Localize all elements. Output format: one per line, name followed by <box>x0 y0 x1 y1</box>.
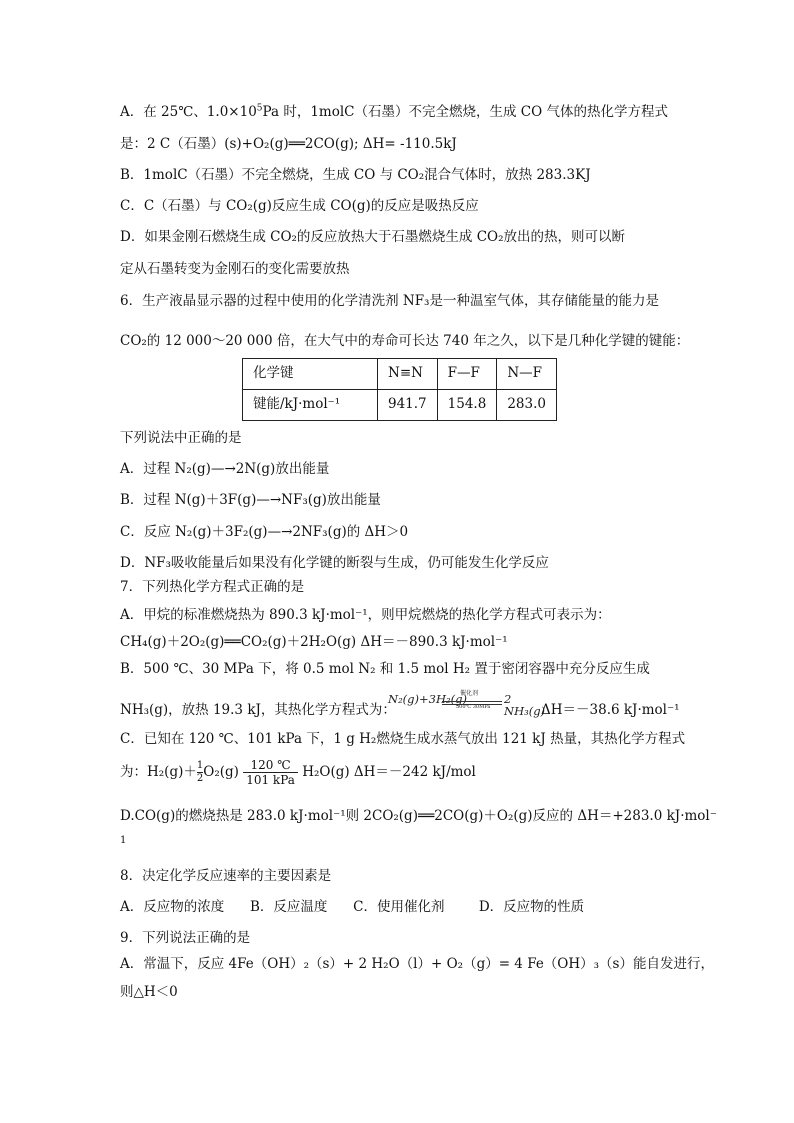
q5-option-b: B．1molC（石墨）不完全燃烧，生成 CO 与 CO₂混合气体时，放热 283.3KJ <box>120 167 591 183</box>
q9-option-a-line2: 则△H＜0 <box>120 984 178 1000</box>
q6-ask: 下列说法中正确的是 <box>120 430 242 446</box>
q7-c-mid: O₂(g) <box>203 764 239 780</box>
table-cell: 941.7 <box>378 390 438 421</box>
table-cell: 283.0 <box>497 390 557 421</box>
q7-c-pre: 为：H₂(g)＋ <box>120 764 197 780</box>
q9-option-a-line1: A．常温下，反应 4Fe（OH）₂（s）+ 2 H₂O（l）+ O₂（g）= 4 Fe（OH）₃（s）能自发进行， <box>120 956 714 972</box>
q9-stem: 9．下列说法正确的是 <box>120 930 251 946</box>
q8-options: A．反应物的浓度 B．反应温度 C．使用催化剂 D．反应物的性质 <box>120 899 585 915</box>
q7-option-a-line1: A．甲烷的标准燃烧热为 890.3 kJ·mol⁻¹，则甲烷燃烧的热化学方程式可表示为： <box>120 607 611 623</box>
q7-option-b-line2-pre: NH₃(g)，放热 19.3 kJ，其热化学方程式为： <box>120 702 396 718</box>
table-cell: N≡N <box>378 359 438 390</box>
q7-option-c-line1: C．已知在 120 ℃、101 kPa 下，1 g H₂燃烧生成水蒸气放出 121 kJ 热量，其热化学方程式 <box>120 731 686 747</box>
q5-option-a-line1 <box>120 103 668 120</box>
eq-condition: 500℃ 30MPa <box>456 704 491 710</box>
q8-stem: 8．决定化学反应速率的主要因素是 <box>120 868 332 884</box>
q5-a-pre: A．在 25℃、1.0×10 <box>120 104 257 120</box>
condition-arrow <box>243 758 298 787</box>
q7-option-d-line1: D.CO(g)的燃烧热是 283.0 kJ·mol⁻¹则 2CO₂(g)══2CO(g)＋O₂(g)反应的 ΔH＝+283.0 kJ·mol⁻ <box>120 808 717 824</box>
eq-rhs: 2 NH₃(g) <box>504 692 546 718</box>
q7-option-b-line1: B．500 ℃、30 MPa 下，将 0.5 mol N₂ 和 1.5 mol H₂ 置于密闭容器中充分反应生成 <box>120 661 650 677</box>
q6-option-a: A．过程 N₂(g)—→2N(g)放出能量 <box>120 461 330 477</box>
q6-stem-line1: 6．生产液晶显示器的过程中使用的化学清洗剂 NF₃是一种温室气体，其存储能量的能力是 <box>120 293 659 309</box>
q7-c-post: H₂O(g) ΔH＝－242 kJ/mol <box>302 764 476 780</box>
q6-option-c: C．反应 N₂(g)＋3F₂(g)—→2NF₃(g)的 ΔH＞0 <box>120 524 409 540</box>
q5-option-d-line2: 定从石墨转变为金刚石的变化需要放热 <box>120 261 350 277</box>
q5-option-c: C．C（石墨）与 CO₂(g)反应生成 CO(g)的反应是吸热反应 <box>120 198 479 214</box>
table-cell: 154.8 <box>437 390 497 421</box>
bond-energy-table <box>242 358 557 421</box>
q5-a-sup: 5 <box>256 103 263 114</box>
q6-option-d: D．NF₃吸收能量后如果没有化学键的断裂与生成，仍可能发生化学反应 <box>120 555 549 571</box>
table-row <box>243 359 557 390</box>
q7-option-b-line2-post: ΔH＝－38.6 kJ·mol⁻¹ <box>541 702 680 718</box>
q7-option-d-line2: 1 <box>120 835 127 846</box>
q6-option-b: B．过程 N(g)＋3F(g)—→NF₃(g)放出能量 <box>120 492 381 508</box>
table-row <box>243 390 557 421</box>
reversible-arrow-icon <box>442 701 502 702</box>
table-cell: F—F <box>437 359 497 390</box>
q6-stem-line2: CO₂的 12 000～20 000 倍，在大气中的寿命可长达 740 年之久，以下是几种化学键的键能： <box>120 333 690 349</box>
table-cell: 化学键 <box>243 359 378 390</box>
q7-option-a-line2: CH₄(g)＋2O₂(g)══CO₂(g)＋2H₂O(g) ΔH＝－890.3 kJ·mol⁻¹ <box>120 634 508 650</box>
table-cell: 键能/kJ·mol⁻¹ <box>243 390 378 421</box>
q5-option-d-line1: D．如果金刚石燃烧生成 CO₂的反应放热大于石墨燃烧生成 CO₂放出的热，则可以断 <box>120 229 626 245</box>
equation-image-nh3 <box>388 690 546 718</box>
eq-catalyst: 催化剂 <box>460 690 479 697</box>
frac-den: 2 <box>196 773 204 784</box>
q5-a-post: Pa 时，1molC（石墨）不完全燃烧，生成 CO 气体的热化学方程式 <box>262 104 668 120</box>
q5-option-a-line2: 是：2 C（石墨）(s)+O₂(g)══2CO(g); ΔH= -110.5kJ <box>120 136 457 152</box>
arrow-top: 120 ℃ <box>243 758 298 773</box>
frac-num: 1 <box>196 760 204 771</box>
arrow-bottom: 101 kPa <box>246 773 295 787</box>
q7-stem: 7．下列热化学方程式正确的是 <box>120 579 305 595</box>
q7-option-c-line2 <box>120 758 476 787</box>
table-cell: N—F <box>497 359 557 390</box>
eq-lhs: N₂(g)+3H₂(g) <box>388 692 467 706</box>
